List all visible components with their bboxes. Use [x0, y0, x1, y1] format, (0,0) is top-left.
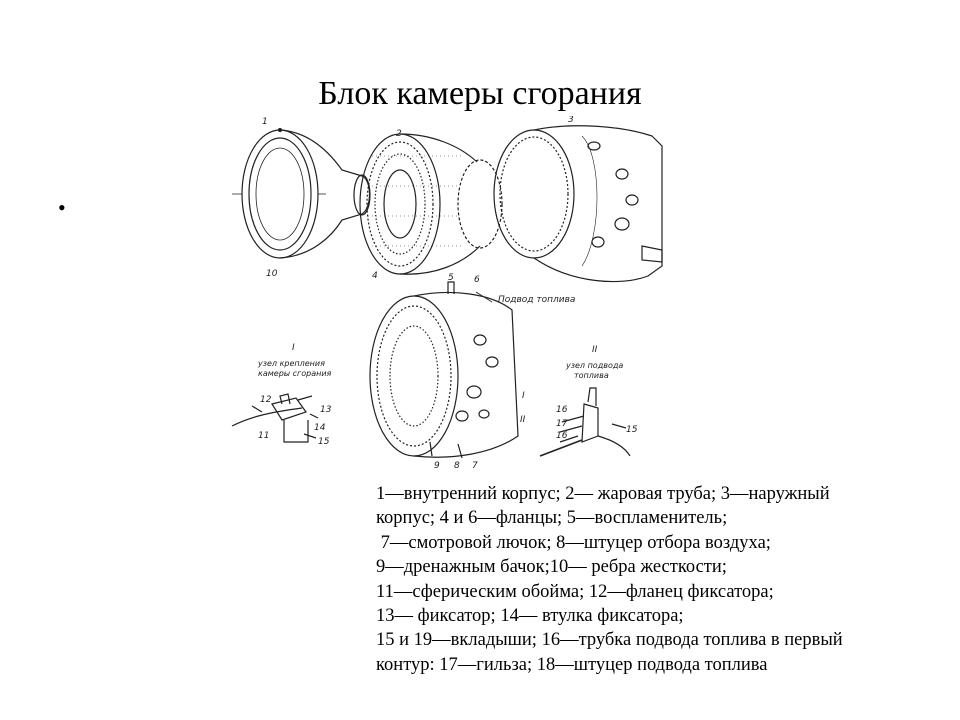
detail-i-header: I	[292, 343, 295, 353]
detail-ii-header: II	[592, 345, 598, 355]
detail-ii-caption-2: топлива	[574, 371, 609, 380]
label-fuel-supply: Подвод топлива	[498, 295, 576, 305]
slide-title: Блок камеры сгорания	[318, 75, 642, 112]
label-3: 3	[568, 116, 574, 125]
detail-i-mount	[232, 394, 318, 442]
flame-tube-part	[360, 134, 502, 274]
detail-ii-caption-1: узел подвода	[566, 361, 624, 370]
label-16-top: 16	[556, 405, 568, 415]
label-4: 4	[372, 271, 378, 281]
label-15: 15	[318, 437, 330, 447]
bullet-point: •	[58, 195, 66, 220]
detail-i-caption-2: камеры сгорания	[258, 369, 332, 378]
combustion-chamber-drawing	[222, 116, 670, 468]
label-8: 8	[454, 461, 460, 468]
legend-caption	[376, 482, 936, 677]
label-11: 11	[258, 431, 270, 441]
label-17: 17	[556, 419, 568, 429]
label-6: 6	[474, 275, 480, 285]
label-9: 9	[434, 461, 440, 468]
label-2: 2	[396, 129, 402, 139]
label-7: 7	[472, 461, 478, 468]
exploded-view-svg	[222, 116, 670, 468]
label-15-right: 15	[626, 425, 638, 435]
label-13: 13	[320, 405, 332, 415]
label-roman-2: II	[520, 415, 526, 425]
inner-casing-part	[232, 129, 370, 259]
label-roman-1: I	[522, 391, 525, 401]
detail-ii-fuel-supply	[540, 388, 630, 456]
label-16-bottom: 16	[556, 431, 568, 441]
label-12: 12	[260, 395, 272, 405]
assembled-unit-part	[370, 282, 518, 458]
detail-i-caption-1: узел крепления	[258, 359, 325, 368]
caption-line: корпус; 4 и 6—фланцы; 5—воспламенитель;	[376, 508, 728, 529]
label-5: 5	[448, 273, 454, 283]
caption-line: 7—смотровой лючок; 8—штуцер отбора воздуха;	[376, 532, 771, 553]
caption-line: 13— фиксатор; 14— втулка фиксатора;	[376, 606, 684, 627]
caption-line: 1—внутренний корпус; 2— жаровая труба; 3—наружный	[376, 484, 830, 504]
label-1: 1	[262, 117, 268, 127]
caption-line: 11—сферическим обойма; 12—фланец фиксатора;	[376, 581, 774, 602]
caption-line: 15 и 19—вкладыши; 16—трубка подвода топлива в первый	[376, 630, 843, 651]
outer-casing-part	[494, 126, 662, 282]
caption-line: контур: 17—гильза; 18—штуцер подвода топлива	[376, 654, 768, 675]
label-10: 10	[266, 269, 278, 279]
label-14: 14	[314, 423, 326, 433]
caption-line: 9—дренажным бачок;10— ребра жесткости;	[376, 557, 727, 578]
